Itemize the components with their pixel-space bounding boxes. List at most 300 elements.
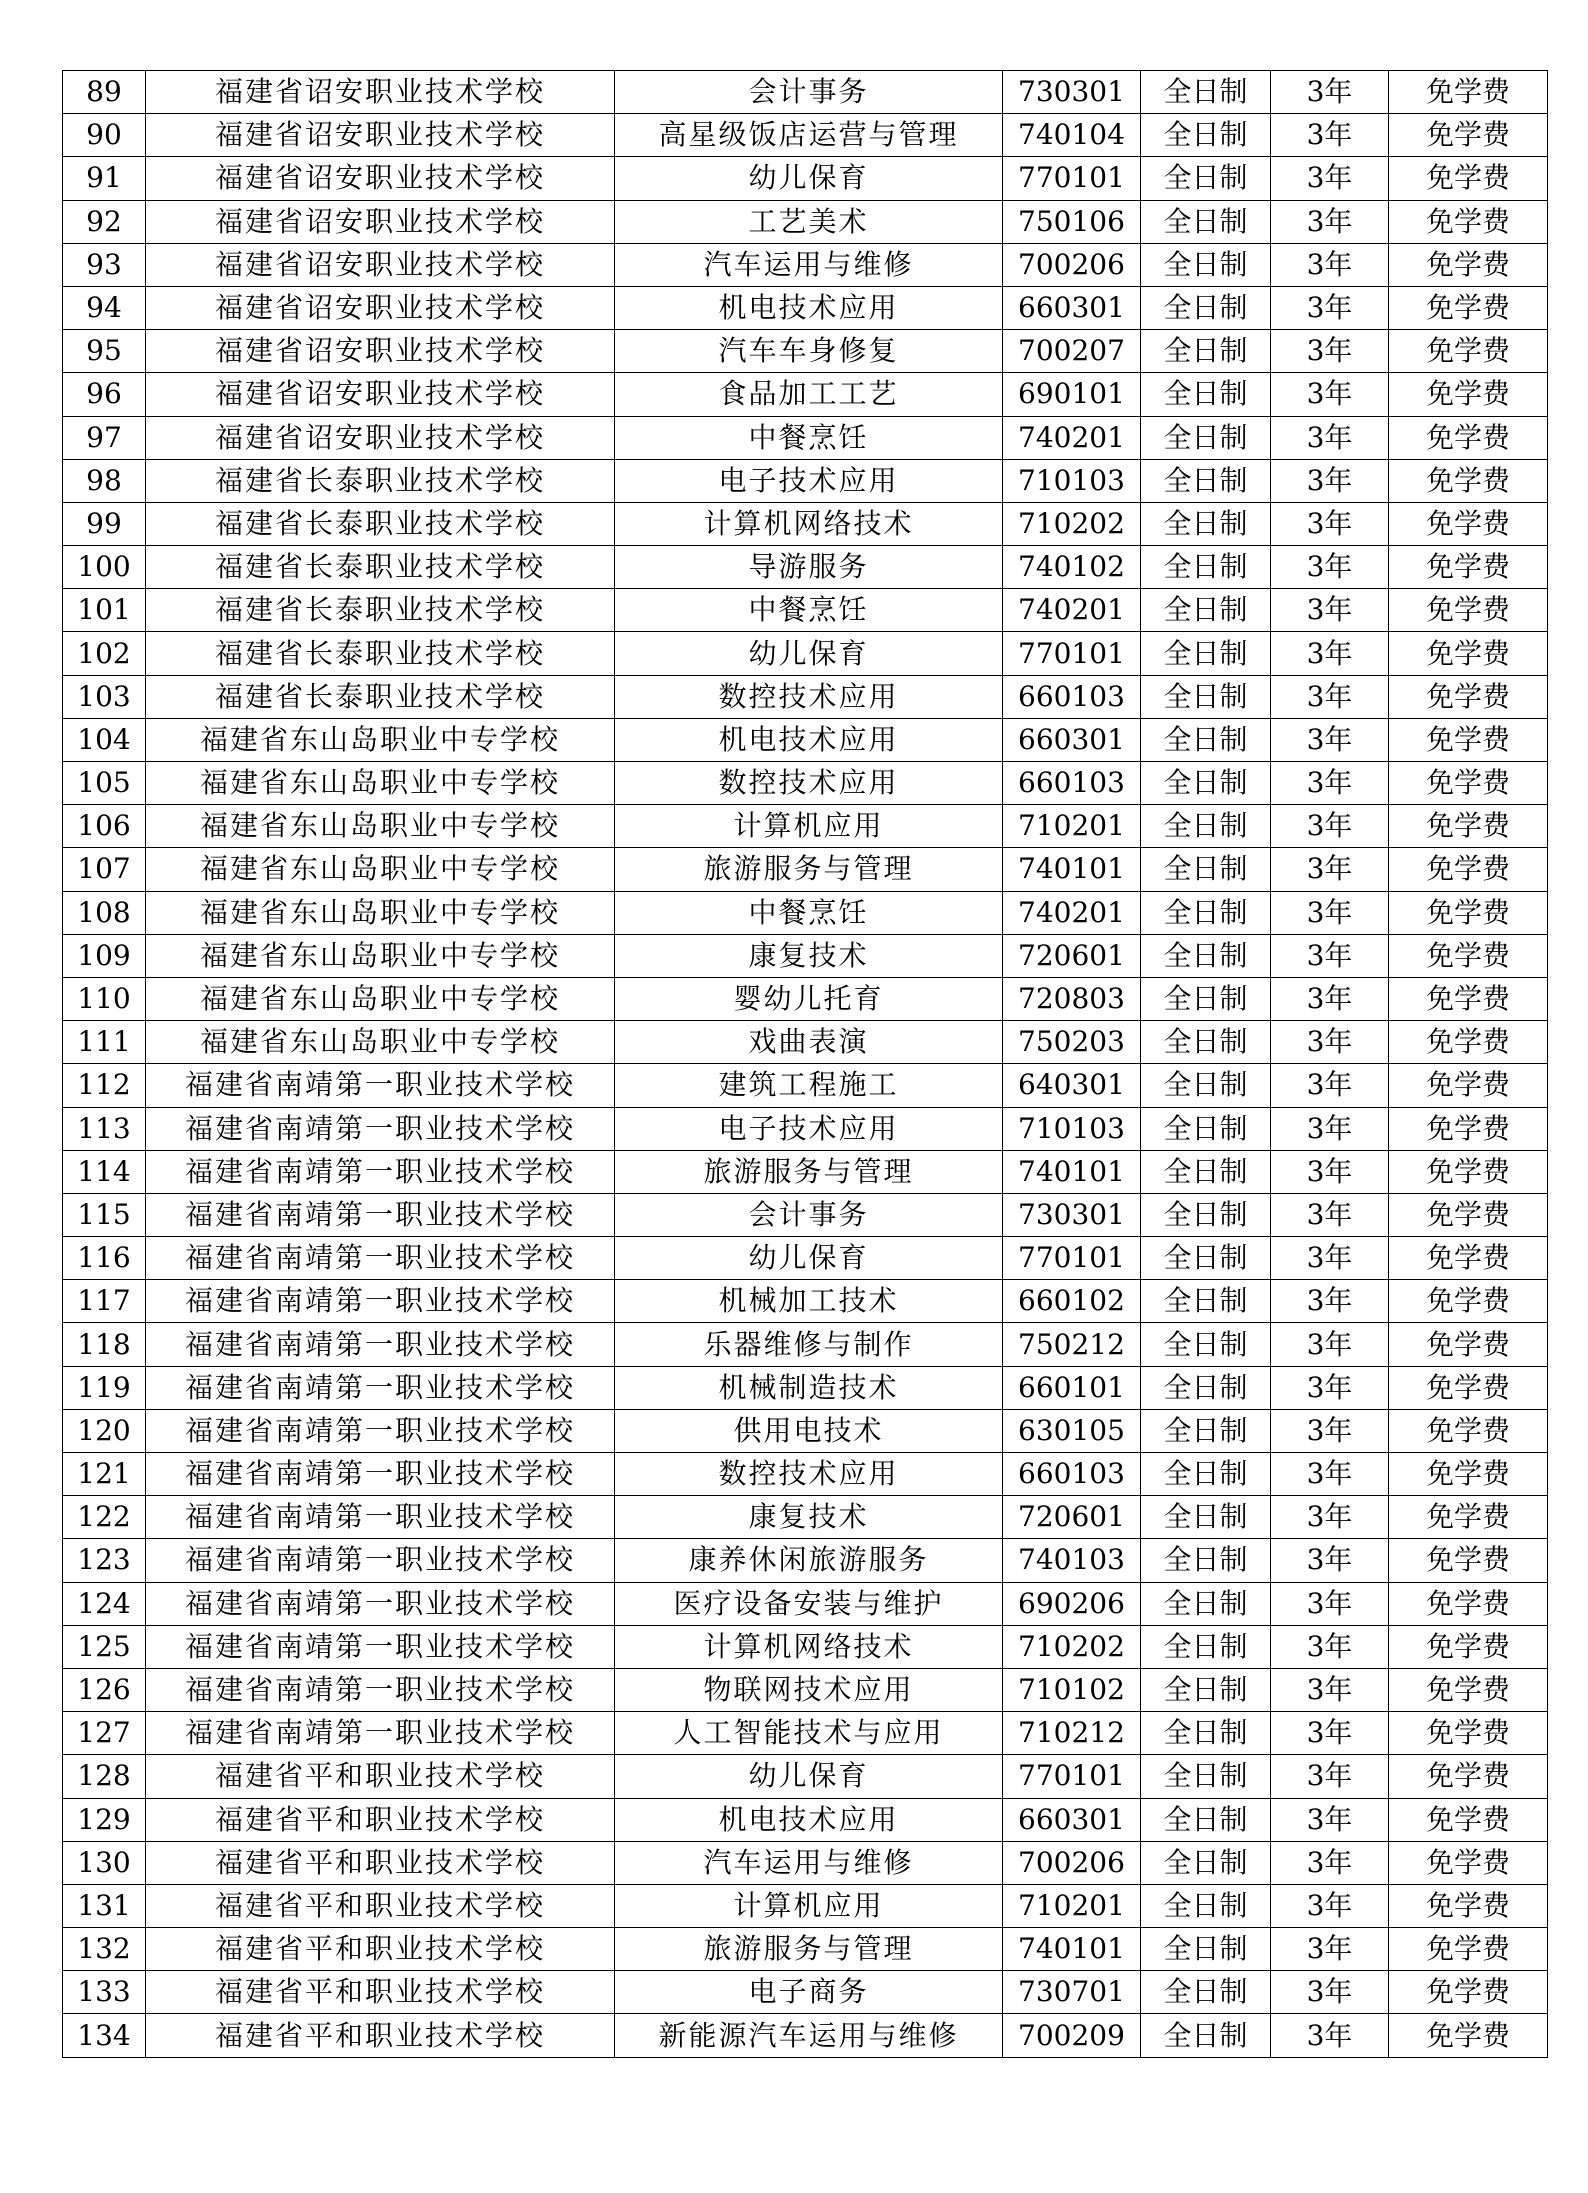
school-name-cell: 福建省南靖第一职业技术学校 <box>146 1668 615 1711</box>
major-name-cell: 汽车运用与维修 <box>615 1841 1003 1884</box>
study-mode-cell: 全日制 <box>1141 848 1271 891</box>
school-name-cell: 福建省南靖第一职业技术学校 <box>146 1150 615 1193</box>
row-number-cell: 104 <box>63 718 146 761</box>
tuition-cell: 免学费 <box>1389 71 1548 114</box>
school-name-cell: 福建省南靖第一职业技术学校 <box>146 1712 615 1755</box>
duration-cell: 3年 <box>1271 848 1389 891</box>
row-number-cell: 98 <box>63 459 146 502</box>
tuition-cell: 免学费 <box>1389 1971 1548 2014</box>
school-name-cell: 福建省南靖第一职业技术学校 <box>146 1064 615 1107</box>
tuition-cell: 免学费 <box>1389 416 1548 459</box>
row-number-cell: 92 <box>63 200 146 243</box>
row-number-cell: 125 <box>63 1625 146 1668</box>
major-name-cell: 会计事务 <box>615 71 1003 114</box>
row-number-cell: 105 <box>63 762 146 805</box>
duration-cell: 3年 <box>1271 416 1389 459</box>
major-name-cell: 幼儿保育 <box>615 1755 1003 1798</box>
school-name-cell: 福建省长泰职业技术学校 <box>146 632 615 675</box>
table-row <box>63 1668 1548 1711</box>
duration-cell: 3年 <box>1271 2014 1389 2057</box>
row-number-cell: 134 <box>63 2014 146 2057</box>
major-code-cell: 660103 <box>1003 762 1141 805</box>
major-code-cell: 720601 <box>1003 1496 1141 1539</box>
duration-cell: 3年 <box>1271 1280 1389 1323</box>
duration-cell: 3年 <box>1271 1798 1389 1841</box>
table-row <box>63 1107 1548 1150</box>
major-name-cell: 计算机网络技术 <box>615 1625 1003 1668</box>
major-name-cell: 机电技术应用 <box>615 718 1003 761</box>
major-code-cell: 630105 <box>1003 1409 1141 1452</box>
tuition-cell: 免学费 <box>1389 1021 1548 1064</box>
row-number-cell: 110 <box>63 977 146 1020</box>
table-body <box>63 71 1548 2058</box>
school-name-cell: 福建省南靖第一职业技术学校 <box>146 1280 615 1323</box>
major-code-cell: 740104 <box>1003 114 1141 157</box>
school-name-cell: 福建省南靖第一职业技术学校 <box>146 1539 615 1582</box>
major-name-cell: 幼儿保育 <box>615 157 1003 200</box>
major-code-cell: 660103 <box>1003 675 1141 718</box>
school-name-cell: 福建省长泰职业技术学校 <box>146 459 615 502</box>
duration-cell: 3年 <box>1271 675 1389 718</box>
tuition-cell: 免学费 <box>1389 1539 1548 1582</box>
major-name-cell: 中餐烹饪 <box>615 416 1003 459</box>
row-number-cell: 90 <box>63 114 146 157</box>
table-row <box>63 1237 1548 1280</box>
study-mode-cell: 全日制 <box>1141 977 1271 1020</box>
school-name-cell: 福建省平和职业技术学校 <box>146 1755 615 1798</box>
major-name-cell: 旅游服务与管理 <box>615 1150 1003 1193</box>
study-mode-cell: 全日制 <box>1141 1496 1271 1539</box>
tuition-cell: 免学费 <box>1389 1625 1548 1668</box>
duration-cell: 3年 <box>1271 1453 1389 1496</box>
study-mode-cell: 全日制 <box>1141 1237 1271 1280</box>
duration-cell: 3年 <box>1271 1409 1389 1452</box>
major-code-cell: 740201 <box>1003 589 1141 632</box>
table-row <box>63 1841 1548 1884</box>
major-name-cell: 新能源汽车运用与维修 <box>615 2014 1003 2057</box>
tuition-cell: 免学费 <box>1389 243 1548 286</box>
tuition-cell: 免学费 <box>1389 977 1548 1020</box>
major-code-cell: 660301 <box>1003 718 1141 761</box>
school-name-cell: 福建省诏安职业技术学校 <box>146 373 615 416</box>
school-name-cell: 福建省南靖第一职业技术学校 <box>146 1237 615 1280</box>
table-row <box>63 977 1548 1020</box>
school-name-cell: 福建省南靖第一职业技术学校 <box>146 1625 615 1668</box>
major-code-cell: 700209 <box>1003 2014 1141 2057</box>
duration-cell: 3年 <box>1271 502 1389 545</box>
row-number-cell: 94 <box>63 286 146 329</box>
school-name-cell: 福建省东山岛职业中专学校 <box>146 891 615 934</box>
row-number-cell: 113 <box>63 1107 146 1150</box>
study-mode-cell: 全日制 <box>1141 632 1271 675</box>
major-name-cell: 建筑工程施工 <box>615 1064 1003 1107</box>
duration-cell: 3年 <box>1271 1539 1389 1582</box>
duration-cell: 3年 <box>1271 1755 1389 1798</box>
table-row <box>63 934 1548 977</box>
duration-cell: 3年 <box>1271 1193 1389 1236</box>
major-code-cell: 710212 <box>1003 1712 1141 1755</box>
tuition-cell: 免学费 <box>1389 1409 1548 1452</box>
row-number-cell: 121 <box>63 1453 146 1496</box>
study-mode-cell: 全日制 <box>1141 1712 1271 1755</box>
table-row <box>63 1280 1548 1323</box>
table-row <box>63 1150 1548 1193</box>
major-name-cell: 供用电技术 <box>615 1409 1003 1452</box>
major-code-cell: 710202 <box>1003 502 1141 545</box>
table-row <box>63 286 1548 329</box>
row-number-cell: 117 <box>63 1280 146 1323</box>
duration-cell: 3年 <box>1271 157 1389 200</box>
duration-cell: 3年 <box>1271 1971 1389 2014</box>
major-name-cell: 幼儿保育 <box>615 1237 1003 1280</box>
duration-cell: 3年 <box>1271 1928 1389 1971</box>
major-code-cell: 660301 <box>1003 286 1141 329</box>
major-name-cell: 计算机应用 <box>615 1884 1003 1927</box>
major-code-cell: 660301 <box>1003 1798 1141 1841</box>
school-name-cell: 福建省长泰职业技术学校 <box>146 589 615 632</box>
school-name-cell: 福建省长泰职业技术学校 <box>146 546 615 589</box>
tuition-cell: 免学费 <box>1389 1841 1548 1884</box>
tuition-cell: 免学费 <box>1389 546 1548 589</box>
major-name-cell: 电子技术应用 <box>615 1107 1003 1150</box>
table-row <box>63 675 1548 718</box>
row-number-cell: 132 <box>63 1928 146 1971</box>
table-row <box>63 459 1548 502</box>
school-name-cell: 福建省诏安职业技术学校 <box>146 286 615 329</box>
tuition-cell: 免学费 <box>1389 373 1548 416</box>
tuition-cell: 免学费 <box>1389 1280 1548 1323</box>
duration-cell: 3年 <box>1271 1712 1389 1755</box>
duration-cell: 3年 <box>1271 718 1389 761</box>
school-name-cell: 福建省南靖第一职业技术学校 <box>146 1107 615 1150</box>
table-row <box>63 848 1548 891</box>
study-mode-cell: 全日制 <box>1141 1625 1271 1668</box>
major-code-cell: 740101 <box>1003 848 1141 891</box>
duration-cell: 3年 <box>1271 934 1389 977</box>
duration-cell: 3年 <box>1271 243 1389 286</box>
major-code-cell: 730301 <box>1003 1193 1141 1236</box>
duration-cell: 3年 <box>1271 1625 1389 1668</box>
duration-cell: 3年 <box>1271 114 1389 157</box>
major-name-cell: 数控技术应用 <box>615 762 1003 805</box>
major-name-cell: 康复技术 <box>615 934 1003 977</box>
major-code-cell: 750212 <box>1003 1323 1141 1366</box>
study-mode-cell: 全日制 <box>1141 1755 1271 1798</box>
school-name-cell: 福建省平和职业技术学校 <box>146 1971 615 2014</box>
duration-cell: 3年 <box>1271 1496 1389 1539</box>
school-name-cell: 福建省东山岛职业中专学校 <box>146 848 615 891</box>
study-mode-cell: 全日制 <box>1141 934 1271 977</box>
row-number-cell: 100 <box>63 546 146 589</box>
school-name-cell: 福建省平和职业技术学校 <box>146 1798 615 1841</box>
tuition-cell: 免学费 <box>1389 1323 1548 1366</box>
major-name-cell: 旅游服务与管理 <box>615 848 1003 891</box>
major-name-cell: 康复技术 <box>615 1496 1003 1539</box>
school-name-cell: 福建省长泰职业技术学校 <box>146 502 615 545</box>
row-number-cell: 109 <box>63 934 146 977</box>
study-mode-cell: 全日制 <box>1141 1539 1271 1582</box>
major-name-cell: 工艺美术 <box>615 200 1003 243</box>
tuition-cell: 免学费 <box>1389 459 1548 502</box>
row-number-cell: 130 <box>63 1841 146 1884</box>
major-name-cell: 会计事务 <box>615 1193 1003 1236</box>
row-number-cell: 133 <box>63 1971 146 2014</box>
row-number-cell: 91 <box>63 157 146 200</box>
table-row <box>63 762 1548 805</box>
duration-cell: 3年 <box>1271 373 1389 416</box>
major-code-cell: 730301 <box>1003 71 1141 114</box>
major-name-cell: 机电技术应用 <box>615 286 1003 329</box>
major-name-cell: 人工智能技术与应用 <box>615 1712 1003 1755</box>
tuition-cell: 免学费 <box>1389 805 1548 848</box>
major-name-cell: 机电技术应用 <box>615 1798 1003 1841</box>
duration-cell: 3年 <box>1271 1841 1389 1884</box>
row-number-cell: 128 <box>63 1755 146 1798</box>
major-name-cell: 旅游服务与管理 <box>615 1928 1003 1971</box>
duration-cell: 3年 <box>1271 286 1389 329</box>
major-code-cell: 740101 <box>1003 1928 1141 1971</box>
study-mode-cell: 全日制 <box>1141 1971 1271 2014</box>
major-code-cell: 710102 <box>1003 1668 1141 1711</box>
study-mode-cell: 全日制 <box>1141 1928 1271 1971</box>
major-name-cell: 机械制造技术 <box>615 1366 1003 1409</box>
duration-cell: 3年 <box>1271 589 1389 632</box>
duration-cell: 3年 <box>1271 1366 1389 1409</box>
major-code-cell: 740101 <box>1003 1150 1141 1193</box>
study-mode-cell: 全日制 <box>1141 1453 1271 1496</box>
table-row <box>63 1193 1548 1236</box>
table-row <box>63 1323 1548 1366</box>
major-name-cell: 数控技术应用 <box>615 675 1003 718</box>
duration-cell: 3年 <box>1271 891 1389 934</box>
school-name-cell: 福建省平和职业技术学校 <box>146 1928 615 1971</box>
enrollment-table <box>62 70 1548 2058</box>
tuition-cell: 免学费 <box>1389 1798 1548 1841</box>
duration-cell: 3年 <box>1271 1150 1389 1193</box>
tuition-cell: 免学费 <box>1389 114 1548 157</box>
row-number-cell: 107 <box>63 848 146 891</box>
tuition-cell: 免学费 <box>1389 286 1548 329</box>
tuition-cell: 免学费 <box>1389 891 1548 934</box>
study-mode-cell: 全日制 <box>1141 546 1271 589</box>
table-row <box>63 546 1548 589</box>
duration-cell: 3年 <box>1271 71 1389 114</box>
study-mode-cell: 全日制 <box>1141 1323 1271 1366</box>
study-mode-cell: 全日制 <box>1141 1582 1271 1625</box>
row-number-cell: 111 <box>63 1021 146 1064</box>
study-mode-cell: 全日制 <box>1141 891 1271 934</box>
row-number-cell: 116 <box>63 1237 146 1280</box>
major-code-cell: 640301 <box>1003 1064 1141 1107</box>
tuition-cell: 免学费 <box>1389 1668 1548 1711</box>
row-number-cell: 95 <box>63 330 146 373</box>
school-name-cell: 福建省诏安职业技术学校 <box>146 243 615 286</box>
row-number-cell: 122 <box>63 1496 146 1539</box>
study-mode-cell: 全日制 <box>1141 1668 1271 1711</box>
tuition-cell: 免学费 <box>1389 1107 1548 1150</box>
tuition-cell: 免学费 <box>1389 1064 1548 1107</box>
row-number-cell: 106 <box>63 805 146 848</box>
row-number-cell: 123 <box>63 1539 146 1582</box>
tuition-cell: 免学费 <box>1389 1928 1548 1971</box>
table-row <box>63 2014 1548 2057</box>
major-code-cell: 660102 <box>1003 1280 1141 1323</box>
major-code-cell: 740103 <box>1003 1539 1141 1582</box>
study-mode-cell: 全日制 <box>1141 114 1271 157</box>
school-name-cell: 福建省南靖第一职业技术学校 <box>146 1496 615 1539</box>
major-name-cell: 汽车运用与维修 <box>615 243 1003 286</box>
major-name-cell: 高星级饭店运营与管理 <box>615 114 1003 157</box>
table-row <box>63 891 1548 934</box>
row-number-cell: 127 <box>63 1712 146 1755</box>
school-name-cell: 福建省诏安职业技术学校 <box>146 200 615 243</box>
major-code-cell: 740201 <box>1003 416 1141 459</box>
table-row <box>63 1582 1548 1625</box>
table-row <box>63 1625 1548 1668</box>
row-number-cell: 114 <box>63 1150 146 1193</box>
duration-cell: 3年 <box>1271 1107 1389 1150</box>
tuition-cell: 免学费 <box>1389 1150 1548 1193</box>
table-row <box>63 1453 1548 1496</box>
study-mode-cell: 全日制 <box>1141 200 1271 243</box>
school-name-cell: 福建省诏安职业技术学校 <box>146 71 615 114</box>
study-mode-cell: 全日制 <box>1141 1193 1271 1236</box>
major-code-cell: 660101 <box>1003 1366 1141 1409</box>
duration-cell: 3年 <box>1271 1064 1389 1107</box>
duration-cell: 3年 <box>1271 1884 1389 1927</box>
major-name-cell: 食品加工工艺 <box>615 373 1003 416</box>
major-name-cell: 医疗设备安装与维护 <box>615 1582 1003 1625</box>
major-name-cell: 幼儿保育 <box>615 632 1003 675</box>
tuition-cell: 免学费 <box>1389 934 1548 977</box>
school-name-cell: 福建省东山岛职业中专学校 <box>146 718 615 761</box>
table-row <box>63 1755 1548 1798</box>
table-row <box>63 1798 1548 1841</box>
study-mode-cell: 全日制 <box>1141 718 1271 761</box>
duration-cell: 3年 <box>1271 459 1389 502</box>
row-number-cell: 124 <box>63 1582 146 1625</box>
major-name-cell: 导游服务 <box>615 546 1003 589</box>
study-mode-cell: 全日制 <box>1141 502 1271 545</box>
duration-cell: 3年 <box>1271 977 1389 1020</box>
major-name-cell: 计算机网络技术 <box>615 502 1003 545</box>
table-row <box>63 200 1548 243</box>
major-code-cell: 720803 <box>1003 977 1141 1020</box>
tuition-cell: 免学费 <box>1389 502 1548 545</box>
major-code-cell: 700207 <box>1003 330 1141 373</box>
major-code-cell: 740102 <box>1003 546 1141 589</box>
row-number-cell: 119 <box>63 1366 146 1409</box>
study-mode-cell: 全日制 <box>1141 1280 1271 1323</box>
school-name-cell: 福建省南靖第一职业技术学校 <box>146 1582 615 1625</box>
major-code-cell: 770101 <box>1003 157 1141 200</box>
row-number-cell: 115 <box>63 1193 146 1236</box>
tuition-cell: 免学费 <box>1389 589 1548 632</box>
major-name-cell: 戏曲表演 <box>615 1021 1003 1064</box>
duration-cell: 3年 <box>1271 330 1389 373</box>
major-name-cell: 中餐烹饪 <box>615 891 1003 934</box>
school-name-cell: 福建省南靖第一职业技术学校 <box>146 1409 615 1452</box>
major-name-cell: 电子技术应用 <box>615 459 1003 502</box>
table-row <box>63 330 1548 373</box>
study-mode-cell: 全日制 <box>1141 1150 1271 1193</box>
major-code-cell: 770101 <box>1003 632 1141 675</box>
row-number-cell: 89 <box>63 71 146 114</box>
tuition-cell: 免学费 <box>1389 848 1548 891</box>
table-row <box>63 1712 1548 1755</box>
major-code-cell: 710103 <box>1003 1107 1141 1150</box>
study-mode-cell: 全日制 <box>1141 1798 1271 1841</box>
table-row <box>63 805 1548 848</box>
major-name-cell: 机械加工技术 <box>615 1280 1003 1323</box>
tuition-cell: 免学费 <box>1389 1366 1548 1409</box>
major-name-cell: 中餐烹饪 <box>615 589 1003 632</box>
row-number-cell: 112 <box>63 1064 146 1107</box>
major-code-cell: 740201 <box>1003 891 1141 934</box>
duration-cell: 3年 <box>1271 1021 1389 1064</box>
duration-cell: 3年 <box>1271 805 1389 848</box>
major-code-cell: 690101 <box>1003 373 1141 416</box>
tuition-cell: 免学费 <box>1389 1453 1548 1496</box>
tuition-cell: 免学费 <box>1389 157 1548 200</box>
major-name-cell: 电子商务 <box>615 1971 1003 2014</box>
study-mode-cell: 全日制 <box>1141 762 1271 805</box>
school-name-cell: 福建省平和职业技术学校 <box>146 2014 615 2057</box>
tuition-cell: 免学费 <box>1389 675 1548 718</box>
major-code-cell: 710201 <box>1003 805 1141 848</box>
duration-cell: 3年 <box>1271 1323 1389 1366</box>
table-row <box>63 71 1548 114</box>
major-code-cell: 710103 <box>1003 459 1141 502</box>
table-row <box>63 416 1548 459</box>
table-row <box>63 373 1548 416</box>
tuition-cell: 免学费 <box>1389 1237 1548 1280</box>
tuition-cell: 免学费 <box>1389 330 1548 373</box>
major-name-cell: 物联网技术应用 <box>615 1668 1003 1711</box>
table-row <box>63 1496 1548 1539</box>
school-name-cell: 福建省诏安职业技术学校 <box>146 330 615 373</box>
study-mode-cell: 全日制 <box>1141 589 1271 632</box>
table-row <box>63 243 1548 286</box>
study-mode-cell: 全日制 <box>1141 1064 1271 1107</box>
study-mode-cell: 全日制 <box>1141 243 1271 286</box>
row-number-cell: 102 <box>63 632 146 675</box>
row-number-cell: 108 <box>63 891 146 934</box>
row-number-cell: 131 <box>63 1884 146 1927</box>
duration-cell: 3年 <box>1271 200 1389 243</box>
school-name-cell: 福建省东山岛职业中专学校 <box>146 1021 615 1064</box>
table-row <box>63 157 1548 200</box>
table-row <box>63 1539 1548 1582</box>
duration-cell: 3年 <box>1271 1668 1389 1711</box>
major-code-cell: 770101 <box>1003 1755 1141 1798</box>
tuition-cell: 免学费 <box>1389 762 1548 805</box>
table-row <box>63 114 1548 157</box>
study-mode-cell: 全日制 <box>1141 1409 1271 1452</box>
school-name-cell: 福建省东山岛职业中专学校 <box>146 977 615 1020</box>
row-number-cell: 120 <box>63 1409 146 1452</box>
tuition-cell: 免学费 <box>1389 1496 1548 1539</box>
tuition-cell: 免学费 <box>1389 1884 1548 1927</box>
table-row <box>63 718 1548 761</box>
major-name-cell: 乐器维修与制作 <box>615 1323 1003 1366</box>
major-code-cell: 700206 <box>1003 243 1141 286</box>
major-name-cell: 数控技术应用 <box>615 1453 1003 1496</box>
row-number-cell: 103 <box>63 675 146 718</box>
school-name-cell: 福建省东山岛职业中专学校 <box>146 805 615 848</box>
study-mode-cell: 全日制 <box>1141 1021 1271 1064</box>
table-row <box>63 1064 1548 1107</box>
